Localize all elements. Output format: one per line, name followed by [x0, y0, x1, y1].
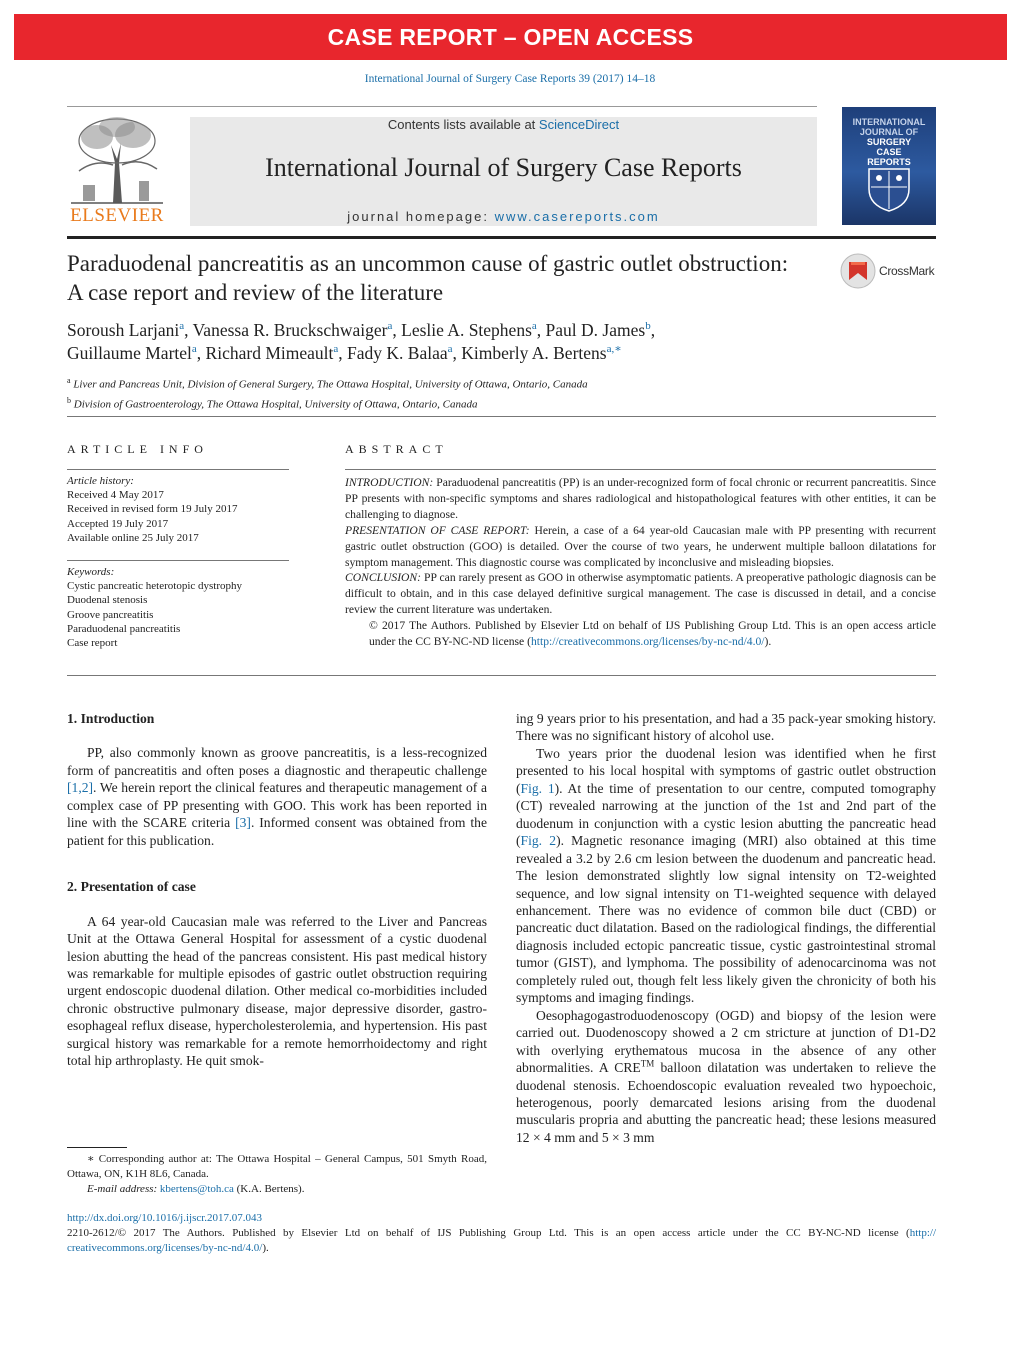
- abstract-body: [345, 475, 936, 650]
- footnote-rule: [67, 1147, 127, 1148]
- corresponding-author-footnote: [67, 1152, 487, 1197]
- abstract-intro-label: INTRODUCTION:: [345, 476, 434, 489]
- copyright-text: © 2017 The Authors. Published by Elsevier Ltd on behalf of IJS Publishing Group Ltd. This is an open access article under the CC BY-NC-ND license (: [369, 619, 936, 649]
- journal-citation[interactable]: International Journal of Surgery Case Reports 39 (2017) 14–18: [364, 73, 656, 85]
- footer-license-link-a[interactable]: http://: [909, 1227, 936, 1239]
- cover-title: [842, 117, 936, 167]
- keywords-block: [67, 565, 289, 650]
- issn-text: 2210-2612/© 2017 The Authors. Published by Elsevier Ltd on behalf of IJS Publishing Group Ltd. This is an open access article under the CC BY-NC-ND license (: [67, 1227, 910, 1239]
- case-paragraph-2: [516, 745, 936, 1007]
- abstract-conclusion: [345, 570, 936, 618]
- trademark-sup: TM: [640, 1058, 655, 1069]
- introduction-paragraph: [67, 744, 487, 849]
- cover-line-2: JOURNAL OF: [859, 127, 919, 137]
- doi-link[interactable]: http://dx.doi.org/10.1016/j.ijscr.2017.07.043: [67, 1212, 263, 1224]
- email-label: E-mail address:: [87, 1183, 158, 1195]
- figure-1-link[interactable]: Fig. 1: [520, 780, 555, 796]
- keyword-item: Duodenal stenosis: [67, 594, 148, 607]
- case-report-banner: [14, 14, 1007, 60]
- keywords-rule: [67, 560, 289, 561]
- cover-line-3: SURGERY: [866, 137, 912, 147]
- cover-line-4: CASE: [876, 147, 902, 157]
- author-name[interactable]: Kimberly A. Bertens: [461, 343, 607, 363]
- keyword-item: Cystic pancreatic heterotopic dystrophy: [67, 580, 243, 593]
- homepage-link[interactable]: www.casereports.com: [494, 209, 660, 224]
- affiliations: [67, 373, 927, 412]
- copyright-end: ).: [764, 635, 772, 649]
- header-top-rule: [67, 106, 817, 107]
- author-affil-sup[interactable]: a,∗: [606, 343, 622, 356]
- keyword-item: Groove pancreatitis: [67, 608, 154, 621]
- affiliation-item: [67, 373, 927, 393]
- history-item: Accepted 19 July 2017: [67, 517, 169, 530]
- abstract-presentation-label: PRESENTATION OF CASE REPORT:: [345, 523, 530, 537]
- crossmark-icon: [840, 253, 876, 289]
- abstract-rule: [345, 469, 936, 470]
- abstract-conclusion-text: PP can rarely present as GOO in otherwise asymptomatic patients. A preoperative pathologic diagnosis can be difficult to obtain, and in this case delayed definitive surgical management. The case is discussed in detail, and a concise review the current literature was undertaken.: [345, 571, 936, 617]
- section-divider: [67, 416, 936, 417]
- abstract-bottom-rule: [67, 675, 936, 676]
- page-footer: [67, 1211, 936, 1256]
- banner-label: CASE REPORT – OPEN ACCESS: [327, 23, 694, 50]
- sciencedirect-link[interactable]: ScienceDirect: [538, 117, 620, 132]
- intro-text-b: . We herein report the clinical features and therapeutic management of a complex case of PP presenting with GOO. This work has been reported in line with the SCARE criteria: [67, 780, 487, 831]
- abstract-introduction: [345, 475, 936, 523]
- case-p3-text-a: Oesophagogastroduodenoscopy (OGD) and biopsy of the lesion were carried out. Duodenoscopy showed a 2 cm stricture at junction of D1-D2 with overlying erythematous mucosa in the absence of any other abnormalities. A CRE: [516, 1007, 936, 1076]
- journal-homepage-line: [190, 209, 817, 224]
- history-item: Available online 25 July 2017: [67, 531, 199, 544]
- affiliation-sup: a: [67, 376, 71, 385]
- author-affil-sup[interactable]: a: [387, 320, 393, 333]
- author-affil-sup[interactable]: a: [191, 343, 197, 356]
- author-name[interactable]: Fady K. Balaa: [347, 343, 448, 363]
- reference-link-3[interactable]: [3]: [235, 815, 251, 831]
- author-name[interactable]: Paul D. James: [545, 320, 646, 340]
- affiliation-sup: b: [67, 395, 71, 405]
- cover-line-1: INTERNATIONAL: [852, 117, 926, 127]
- article-info-heading: ARTICLE INFO: [67, 442, 208, 456]
- header-thick-rule: [67, 236, 936, 239]
- abstract-heading: ABSTRACT: [345, 442, 448, 456]
- case-p2-text-b: ). At the time of presentation to our centre, computed tomography (CT) revealed narrowing at the junction of the 1st and 2nd part of the duodenum in conjunction with a cystic lesion abutting the pancreatic head (: [516, 780, 937, 849]
- article-info-rule: [67, 469, 289, 470]
- affiliation-text: Liver and Pancreas Unit, Division of General Surgery, The Ottawa Hospital, University of Ottawa, Ontario, Canada: [73, 378, 588, 391]
- crossmark-badge[interactable]: [840, 253, 940, 293]
- keywords-label: Keywords:: [67, 566, 115, 578]
- figure-2-link[interactable]: Fig. 2: [520, 833, 557, 849]
- affiliation-item: [67, 393, 927, 413]
- author-affil-sup[interactable]: a: [333, 343, 339, 356]
- author-affil-sup[interactable]: a: [447, 343, 453, 356]
- contents-prefix: Contents lists available at: [387, 117, 539, 132]
- elsevier-tree-icon: [67, 115, 167, 207]
- footer-license-link-b[interactable]: creativecommons.org/licenses/by-nc-nd/4.0/: [67, 1242, 263, 1254]
- journal-name: International Journal of Surgery Case Reports: [265, 153, 742, 182]
- keyword-item: Case report: [67, 637, 118, 650]
- author-affil-sup[interactable]: a: [179, 320, 185, 333]
- journal-header-box: [190, 117, 817, 226]
- abstract-presentation-text: Herein, a case of a 64 year-old Caucasian male with PP presenting with recurrent gastric outlet obstruction (GOO) is detailed. Over the course of two years, he underwent multiple balloon dilatations for symptom management. This diagnostic course was complicated by inconclusive and misleading biopsies.: [345, 523, 936, 569]
- email-suffix: (K.A. Bertens).: [233, 1183, 305, 1195]
- keyword-item: Paraduodenal pancreatitis: [67, 622, 181, 635]
- abstract-conclusion-label: CONCLUSION:: [345, 571, 422, 585]
- abstract-presentation: [345, 523, 936, 571]
- homepage-prefix: journal homepage:: [347, 209, 495, 224]
- cover-line-5: REPORTS: [867, 157, 911, 167]
- elsevier-wordmark: ELSEVIER: [70, 205, 164, 226]
- abstract-copyright: [345, 618, 936, 650]
- intro-text-c: . Informed consent was obtained from the patient for this publication.: [67, 815, 487, 848]
- license-link[interactable]: http://creativecommons.org/licenses/by-nc-nd/4.0/: [530, 635, 765, 649]
- crossmark-label: CrossMark: [879, 264, 935, 278]
- contents-lists-line: [190, 117, 817, 132]
- case-paragraph-1: A 64 year-old Caucasian male was referred to the Liver and Pancreas Unit at the Ottawa General Hospital for assessment of a cystic duodenal lesion abutting the head of the pancreas consistent. His past medical history was remarkable for multiple episodes of gastric outlet obstruction requiring urgent endoscopic duodenal dilation. Other medical co-morbidities included chronic obstructive pulmonary disease, major depressive disorder, gastro-esophageal reflux disease, hypercholesterolemia, and hypertension. His past surgical history was remarkable for a remote hemorrhoidectomy and right total hip arthroplasty. He quit smok-: [67, 913, 487, 1069]
- introduction-heading: 1. Introduction: [67, 711, 155, 726]
- cover-crest-icon: [864, 165, 914, 213]
- author-affil-sup[interactable]: b: [645, 320, 651, 333]
- case-paragraph-3: [516, 1007, 936, 1147]
- case-paragraph-continued: ing 9 years prior to his presentation, and had a 35 pack-year smoking history. There was no significant history of alcohol use.: [516, 711, 936, 744]
- history-item: Received in revised form 19 July 2017: [67, 503, 238, 516]
- history-label: Article history:: [67, 475, 134, 487]
- corresponding-author-text: ∗ Corresponding author at: The Ottawa Hospital – General Campus, 501 Smyth Road, Ottawa, ON, K1H 8L6, Canada.: [67, 1153, 487, 1180]
- left-column: [67, 710, 487, 1070]
- author-name[interactable]: Richard Mimeault: [205, 343, 334, 363]
- presentation-heading: 2. Presentation of case: [67, 879, 196, 895]
- email-line: [67, 1182, 487, 1197]
- case-p2-text-a: Two years prior the duodenal lesion was identified when he first presented to his local hospital with symptoms of gastric outlet obstruction (: [516, 745, 936, 796]
- author-affil-sup[interactable]: a: [531, 320, 537, 333]
- author-name[interactable]: Leslie A. Stephens: [401, 320, 532, 340]
- abstract-intro-text: Paraduodenal pancreatitis (PP) is an under-recognized form of focal chronic or recurrent pancreatitis. Since PP presents with non-specific symptoms and shares radiological and histopathological features with other entities, it can be challenging to diagnose.: [345, 476, 936, 521]
- history-item: Received 4 May 2017: [67, 489, 164, 502]
- journal-cover[interactable]: [842, 107, 936, 225]
- issn-license-line: [67, 1226, 936, 1241]
- case-p3-text-b: balloon dilatation was undertaken to relieve the duodenal stenosis. Echoendoscopic evaluation revealed two hypoechoic, heterogenous, poorly demarcated lesions arising from the duodenal muscularis propria and abutting the pancreatic head; these lesions measured 12 × 4 mm and 5 × 3 mm: [516, 1060, 936, 1145]
- author-name[interactable]: Soroush Larjani: [67, 320, 180, 340]
- email-link[interactable]: kbertens@toh.ca: [159, 1183, 234, 1195]
- author-name[interactable]: Vanessa R. Bruckschwaiger: [192, 320, 388, 340]
- author-name[interactable]: Guillaume Martel: [67, 343, 192, 363]
- affiliation-text: Division of Gastroenterology, The Ottawa Hospital, University of Ottawa, Ontario, Canada: [73, 398, 478, 411]
- article-title: Paraduodenal pancreatitis as an uncommon cause of gastric outlet obstruction: A case report and review of the literature: [67, 251, 789, 305]
- article-history: [67, 474, 289, 545]
- right-column: [516, 710, 936, 1146]
- intro-text-a: PP, also commonly known as groove pancreatitis, is a less-recognized form of pancreatitis and often poses a diagnostic and therapeutic challenge: [67, 745, 487, 778]
- footer-license-end: ).: [262, 1242, 269, 1254]
- elsevier-logo: [67, 115, 167, 227]
- reference-link-1-2[interactable]: [1,2]: [67, 780, 94, 796]
- case-p2-text-c: ). Magnetic resonance imaging (MRI) also obtained at this time revealed a 3.2 by 2.6 cm lesion between the duodenum and pancreatic head. The lesion demonstrated slightly low signal intensity on T2-weighted sequence, and low signal intensity on T1-weighted sequence with delayed enhancement. There was no evidence of common bile duct (CBD) or pancreatic duct dilatation. Based on the radiological findings, the differential diagnosis included ectopic pancreatic tissue, cystic gastrointestinal stromal tumor (GIST), and lymphoma. The possibility of adenocarcinoma was not completely ruled out, though felt less likely given the chronicity of both his symptoms and imaging findings.: [516, 833, 936, 1006]
- author-list: Soroush Larjani$^a$, Vanessa R. Bruckschwaiger$^a$, Leslie A. Stephens$^a$, Paul D. James$^b$, Guillaume Martel$^a$, Richard Mimeault$^a$, Fady K. Balaa$^a$, Kimberly A. Bertens$^{a,∗}$: [67, 320, 656, 363]
